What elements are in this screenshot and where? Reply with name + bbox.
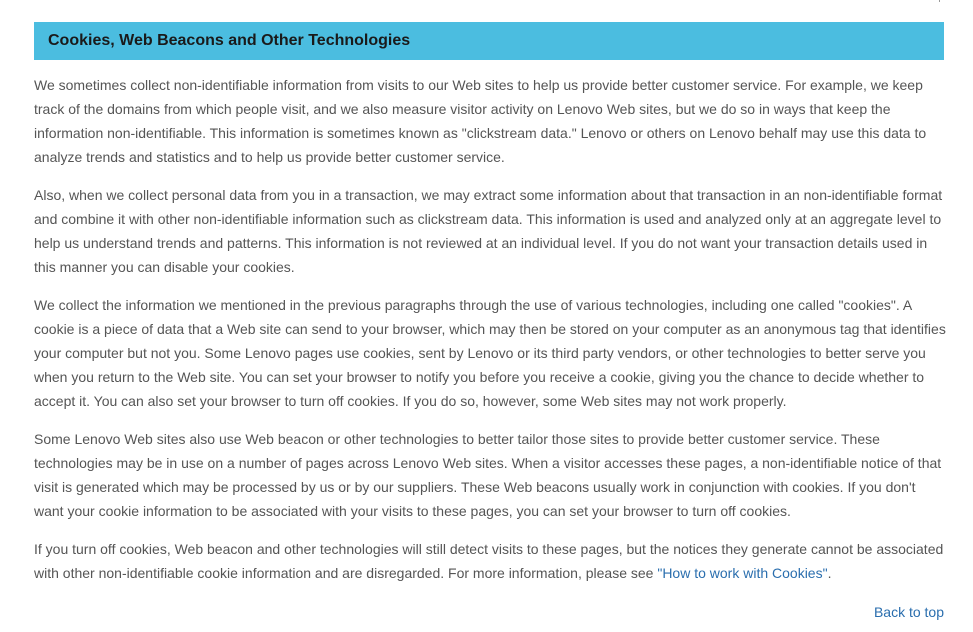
paragraph-text-end: .: [827, 565, 832, 581]
paragraph-transaction-data: Also, when we collect personal data from you in a transaction, we may extract some information about that transaction in an non-identifiable format and combine it with other non-identifiable information such as clickstream data. This information is used and analyzed only at an aggregate level to help us understand trends and patterns. This information is not reviewed at an individual level. If you do not want your transaction details used in this manner you can disable your cookies.: [34, 187, 943, 275]
section-content: [34, 73, 946, 599]
paragraph-clickstream: We sometimes collect non-identifiable information from visits to our Web sites to help us provide better customer service. For example, we keep track of the domains from which people visit, and we also measure visitor activity on Lenovo Web sites, but we do so in ways that keep the information non-identifiable. This information is sometimes known as "clickstream data." Lenovo or others on Lenovo behalf may use this data to analyze trends and statistics and to help us provide better customer service.: [34, 77, 927, 165]
paragraph-cookies: We collect the information we mentioned in the previous paragraphs through the use of various technologies, including one called "cookies". A cookie is a piece of data that a Web site can send to your browser, which may then be stored on your computer as an anonymous tag that identifies your computer but not you. Some Lenovo pages use cookies, sent by Lenovo or its third party vendors, or other technologies to better serve you when you return to the Web site. You can set your browser to notify you before you receive a cookie, giving you the chance to decide whether to accept it. You can also set your browser to turn off cookies. If you do so, however, some Web sites may not work properly.: [34, 297, 946, 409]
page-edge-mark: [939, 0, 940, 2]
paragraph-web-beacons: Some Lenovo Web sites also use Web beacon or other technologies to better tailor those sites to provide better customer service. These technologies may be in use on a number of pages across Lenovo Web sites. When a visitor accesses these pages, a non-identifiable notice of that visit is generated which may be processed by us or by our suppliers. These Web beacons usually work in conjunction with cookies. If you don't want your cookie information to be associated with your visits to these pages, you can set your browser to turn off cookies.: [34, 431, 942, 519]
paragraph-turn-off-cookies: [34, 537, 946, 585]
paragraph-text: If you turn off cookies, Web beacon and other technologies will still detect visits to these pages, but the notices they generate cannot be associated with other non-identifiable cookie information and are disregarded. For more information, please see: [34, 541, 944, 581]
section-header: [34, 22, 944, 60]
section-title: Cookies, Web Beacons and Other Technologies: [48, 32, 411, 49]
back-to-top-link[interactable]: Back to top: [873, 604, 944, 620]
how-to-work-with-cookies-link[interactable]: "How to work with Cookies": [657, 565, 828, 581]
